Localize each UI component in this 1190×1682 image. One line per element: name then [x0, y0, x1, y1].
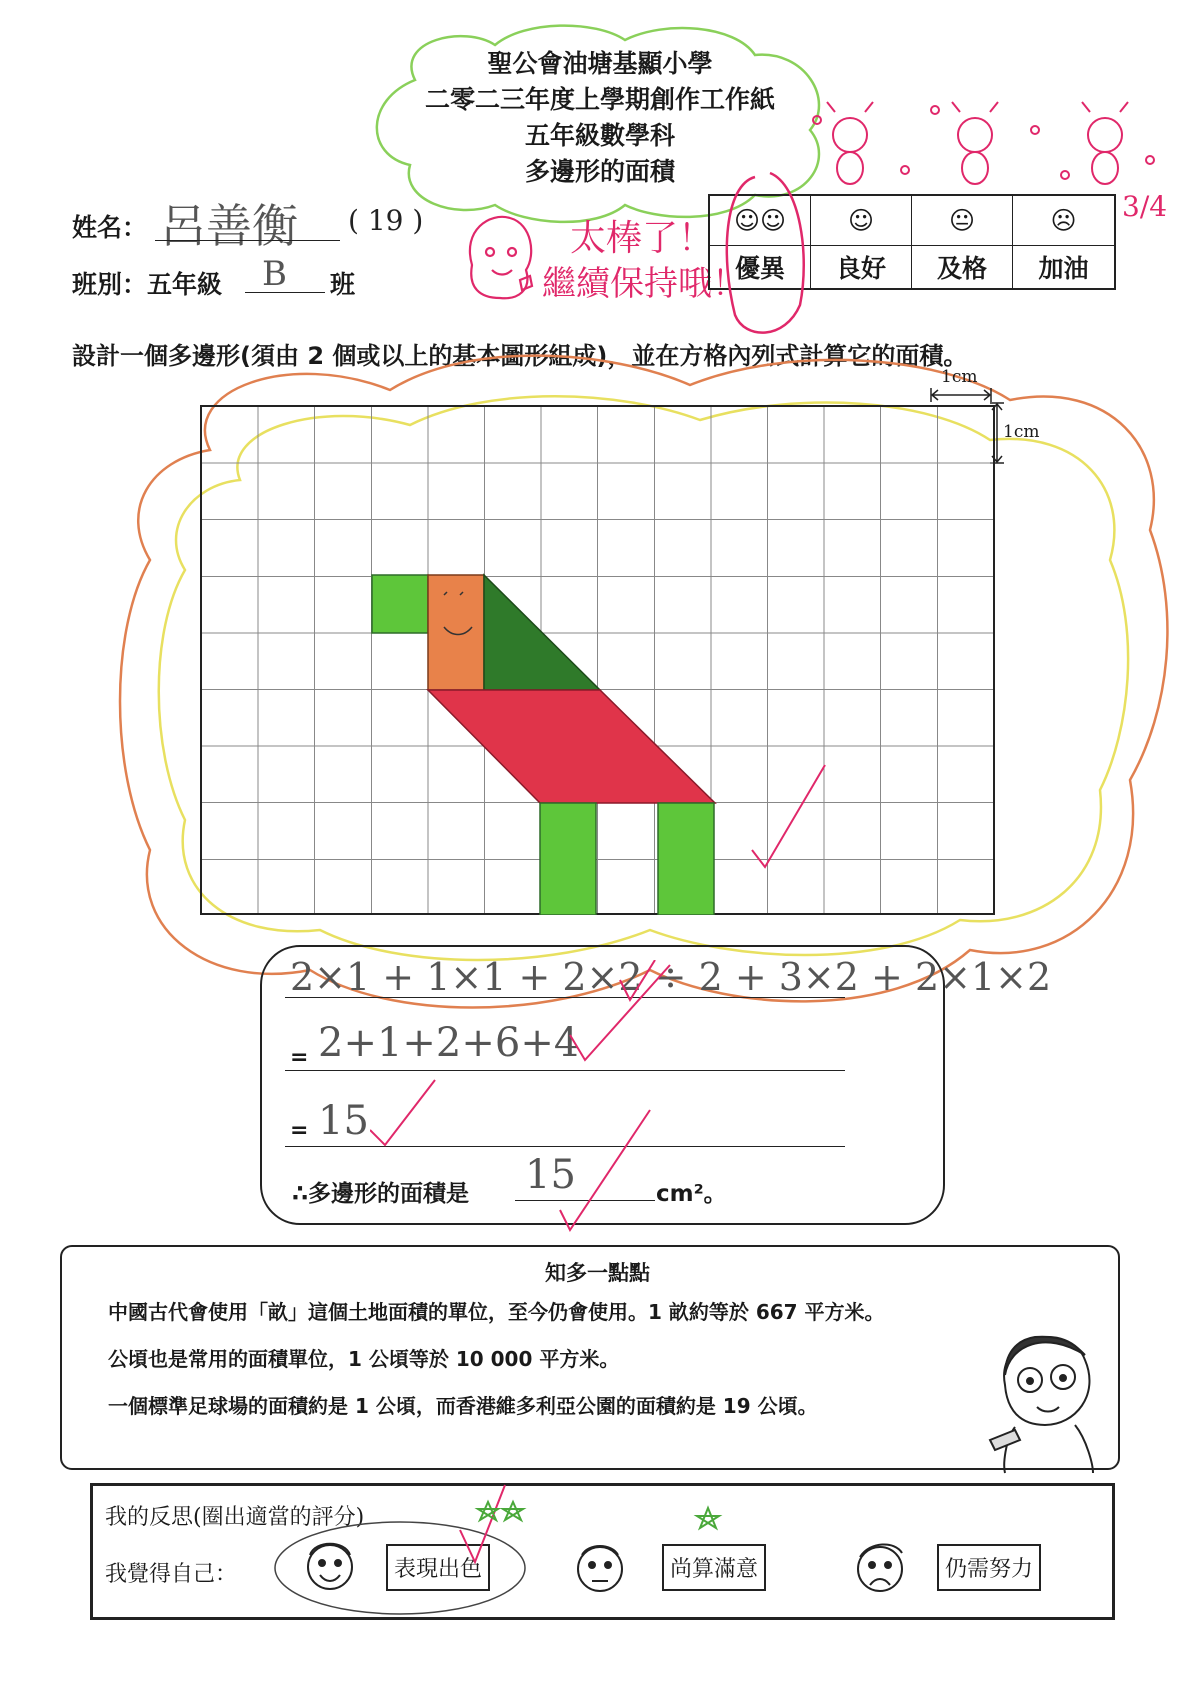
praise-line-2: 繼續保持哦！: [542, 264, 746, 304]
calc-line-2: 2+1+2+6+4: [318, 1020, 580, 1066]
bee-stamps: [805, 90, 1165, 190]
leg-right: [658, 803, 714, 915]
term-title: 二零二三年度上學期創作工作紙: [424, 85, 775, 114]
rating-face-try: ☹: [1013, 196, 1114, 246]
sad-face-icon: [850, 1535, 910, 1605]
check-mark-grid: [752, 765, 825, 867]
selected-rating-circle: [715, 165, 815, 345]
rating-label-pass: 及格: [912, 246, 1013, 288]
praise-line-1: 太棒了！: [570, 218, 715, 259]
boy-mascot-illustration: [975, 1315, 1105, 1475]
reflection-option-satisfied[interactable]: 尚算滿意: [662, 1544, 766, 1591]
rating-label-excellent: 優異: [710, 246, 811, 288]
name-label: 姓名：: [72, 213, 148, 242]
unit-arrow-horizontal: [930, 388, 992, 402]
reflection-selection-marks: [270, 1480, 770, 1630]
reflection-prompt: 我覺得自己：: [105, 1562, 238, 1587]
rating-face-good: ☺: [811, 196, 912, 246]
neck-triangle: [484, 575, 600, 690]
rating-label-try: 加油: [1038, 254, 1089, 283]
info-title: 知多一點點: [545, 1261, 650, 1285]
class-underline: [245, 292, 325, 293]
topic-title: 多邊形的面積: [524, 157, 675, 186]
calc-line-3-prefix: =: [290, 1118, 309, 1143]
conclusion-value: 15: [525, 1152, 576, 1198]
rating-label-good: 良好: [811, 246, 912, 288]
task-instruction: 設計一個多邊形(須由 2 個或以上的基本圖形組成)，並在方格內列式計算它的面積。: [72, 342, 968, 370]
info-line-2: 公頃也是常用的面積單位，1 公頃等於 10 000 平方米。: [108, 1347, 620, 1371]
check-marks-calc: [370, 960, 700, 1240]
calc-line-2-prefix: =: [290, 1045, 309, 1070]
class-value: B: [262, 254, 287, 294]
calc-line-3: 15: [318, 1098, 369, 1144]
rating-face-excellent: ☺☺: [710, 196, 811, 246]
conclusion-unit: cm²。: [656, 1181, 727, 1207]
rating-face-pass: 😐: [912, 196, 1013, 246]
class-suffix: 班: [330, 270, 356, 299]
class-label: 班別：五年級: [72, 270, 223, 299]
info-line-1: 中國古代會使用「畝」這個土地面積的單位，至今仍會使用。1 畝約等於 667 平方米。: [108, 1300, 885, 1324]
name-value: 呂善衡: [160, 199, 298, 253]
reflection-option-excellent[interactable]: 表現出色: [386, 1544, 490, 1591]
calc-line-1: 2×1 + 1×1 + 2×2 ÷ 2 + 3×2 + 2×1×2: [290, 955, 1052, 999]
student-number: ( 19 ): [348, 204, 424, 237]
head-square: [428, 575, 484, 690]
subject-title: 五年級數學科: [524, 121, 675, 150]
unit-label-horizontal: 1cm: [941, 367, 978, 387]
beak-rectangle: [372, 575, 428, 633]
info-line-3: 一個標準足球場的面積約是 1 公頃，而香港維多利亞公園的面積約是 19 公頃。: [108, 1394, 818, 1418]
school-name: 聖公會油塘基顯小學: [487, 49, 713, 78]
student-polygon-drawing: [200, 405, 995, 915]
unit-label-vertical: 1cm: [1003, 422, 1040, 442]
reflection-title: 我的反思(圈出適當的評分): [105, 1505, 365, 1530]
score-mark: 3/4: [1122, 190, 1168, 223]
leg-left: [540, 803, 596, 915]
name-underline: [155, 240, 340, 241]
teacher-avatar-stamp: [460, 210, 540, 305]
conclusion-label: ∴多邊形的面積是: [292, 1181, 470, 1207]
reflection-option-needs-effort[interactable]: 仍需努力: [937, 1544, 1041, 1591]
body-parallelogram: [428, 690, 715, 803]
